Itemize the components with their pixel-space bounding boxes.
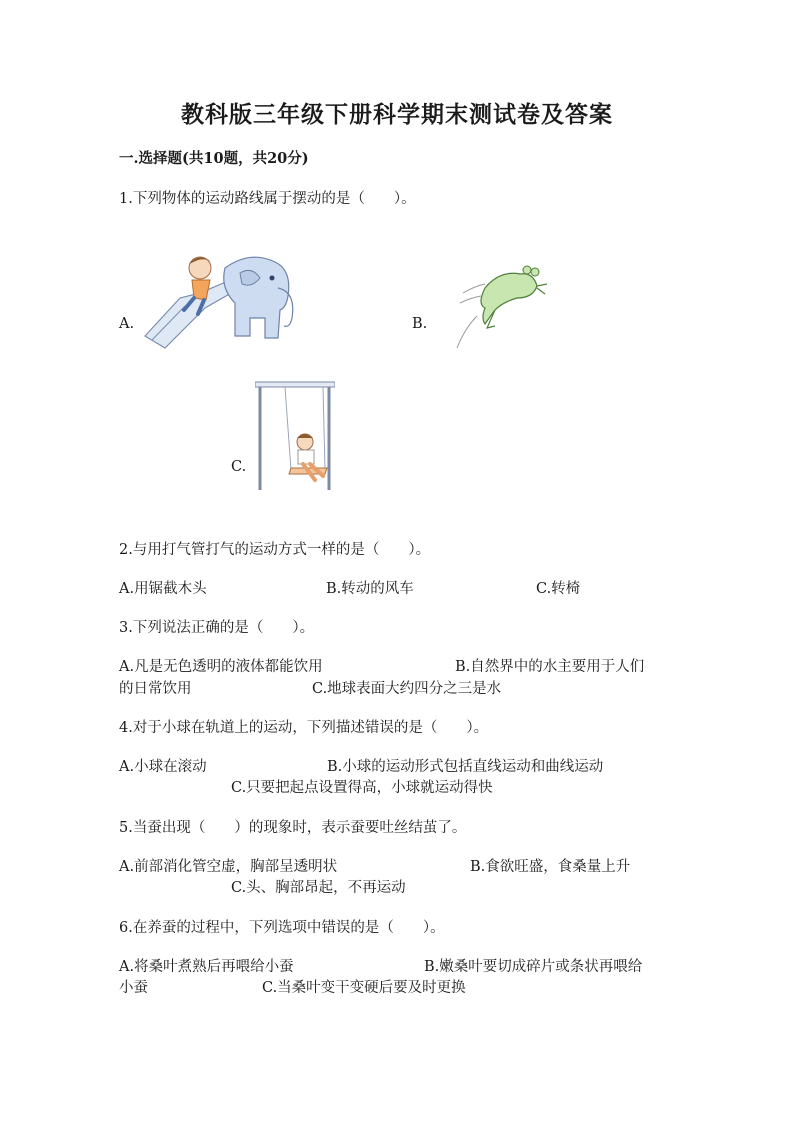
question-4-option-a: A.小球在滚动 — [119, 759, 207, 775]
question-3-option-a: A.凡是无色透明的液体都能饮用 — [119, 659, 323, 675]
question-1-option-b-label: B. — [412, 316, 428, 332]
question-3-option-b: B.自然界中的水主要用于人们 — [455, 659, 645, 675]
child-on-elephant-slide-image — [140, 248, 300, 353]
question-3-option-b-continued: 的日常饮用 — [119, 681, 192, 697]
question-6-option-b: B.嫩桑叶要切成碎片或条状再喂给 — [424, 959, 643, 975]
question-5-option-c: C.头、胸部昂起，不再运动 — [231, 880, 406, 896]
question-6-stem: 6.在养蚕的过程中，下列选项中错误的是（ ）。 — [119, 920, 445, 936]
question-1-option-a-label: A. — [119, 316, 135, 332]
question-1-option-c-label: C. — [231, 459, 247, 475]
question-2-option-c: C.转椅 — [536, 581, 581, 597]
child-on-swing-image — [255, 380, 335, 492]
question-2-option-a: A.用锯截木头 — [119, 581, 207, 597]
question-6-option-b-continued: 小蚕 — [119, 980, 148, 996]
question-2-option-b: B.转动的风车 — [326, 581, 414, 597]
leaping-frog-image — [455, 258, 550, 353]
page-title: 教科版三年级下册科学期末测试卷及答案 — [181, 101, 613, 128]
question-1-stem: 1.下列物体的运动路线属于摆动的是（ ）。 — [119, 191, 416, 207]
question-5-option-b: B.食欲旺盛，食桑量上升 — [470, 859, 631, 875]
section-heading: 一.选择题(共10题，共20分) — [119, 150, 309, 167]
question-3-stem: 3.下列说法正确的是（ ）。 — [119, 620, 315, 636]
question-6-option-a: A.将桑叶煮熟后再喂给小蚕 — [119, 959, 294, 975]
question-2-stem: 2.与用打气管打气的运动方式一样的是（ ）。 — [119, 542, 431, 558]
question-5-option-a: A.前部消化管空虚，胸部呈透明状 — [119, 859, 338, 875]
question-3-option-c: C.地球表面大约四分之三是水 — [312, 681, 502, 697]
question-4-option-b: B.小球的运动形式包括直线运动和曲线运动 — [327, 759, 604, 775]
question-4-option-c: C.只要把起点设置得高，小球就运动得快 — [231, 780, 493, 796]
question-6-option-c: C.当桑叶变干变硬后要及时更换 — [262, 980, 466, 996]
question-4-stem: 4.对于小球在轨道上的运动，下列描述错误的是（ ）。 — [119, 720, 489, 736]
question-5-stem: 5.当蚕出现（ ）的现象时，表示蚕要吐丝结茧了。 — [119, 820, 467, 836]
